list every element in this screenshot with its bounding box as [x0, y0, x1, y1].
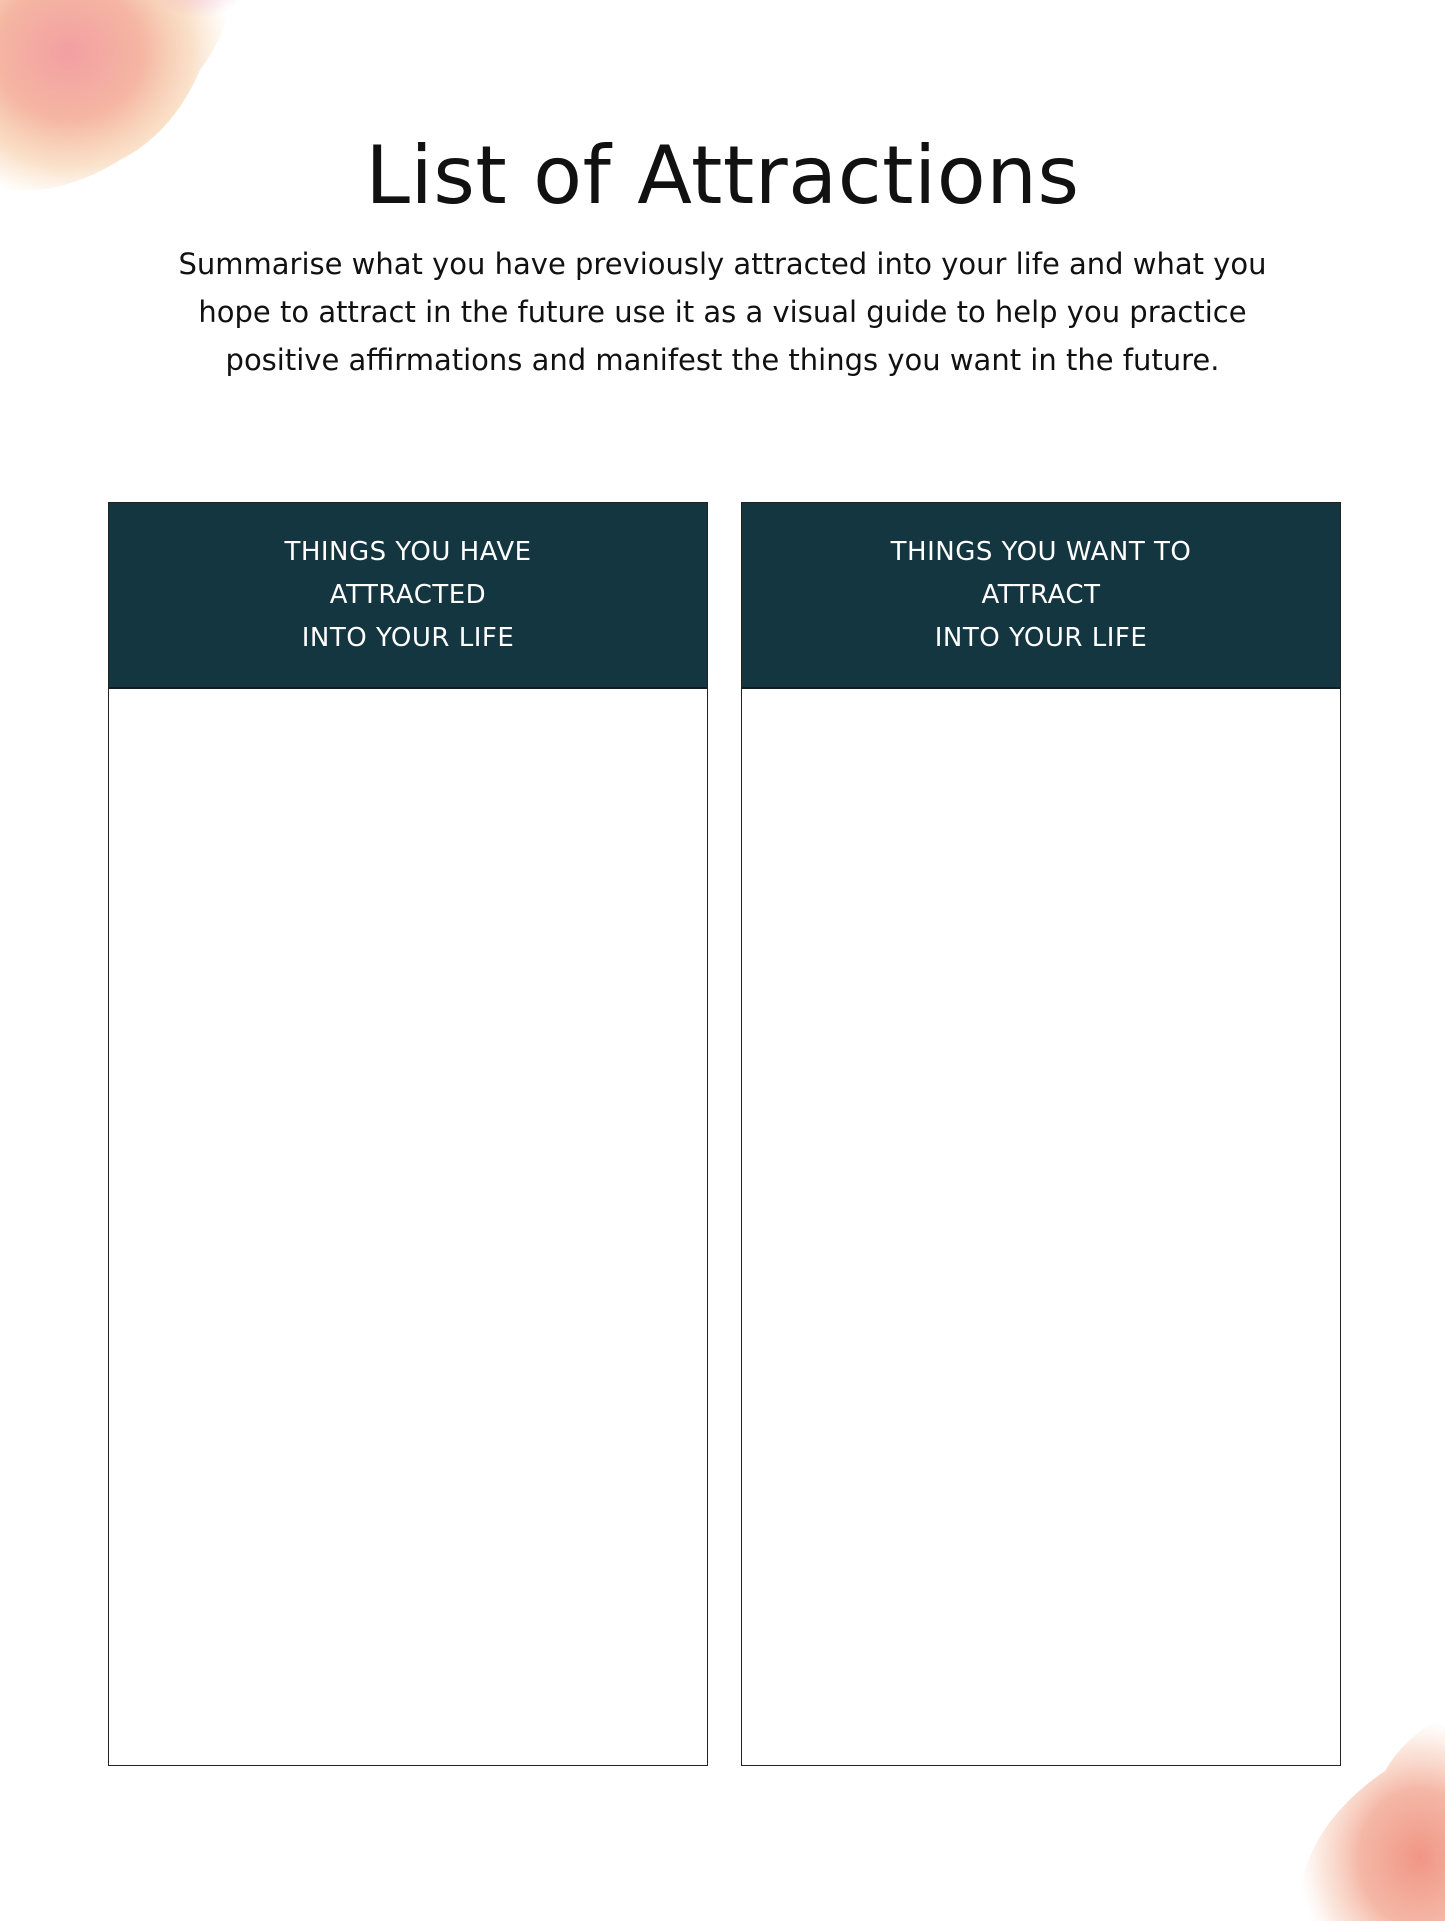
- attracted-writing-area[interactable]: [109, 689, 707, 1765]
- attracted-column: [108, 502, 708, 1766]
- header-line: INTO YOUR LIFE: [301, 622, 515, 653]
- want-to-attract-column-header: [742, 503, 1340, 689]
- attracted-column-header: [109, 503, 707, 689]
- header-line: THINGS YOU HAVE: [284, 536, 532, 567]
- want-to-attract-column: [741, 502, 1341, 1766]
- header-line: INTO YOUR LIFE: [934, 622, 1148, 653]
- page-subtitle: Summarise what you have previously attracted into your life and what you hope to attract in the future use it as a visual guide to help you practice positive affirmations and manifest the things you want in the future.: [178, 247, 1267, 377]
- header-line: THINGS YOU WANT TO: [890, 536, 1192, 567]
- want-to-attract-writing-area[interactable]: [742, 689, 1340, 1765]
- page-title: List of Attractions: [365, 129, 1080, 222]
- header-line: ATTRACTED: [329, 579, 487, 610]
- header-line: ATTRACT: [981, 579, 1101, 610]
